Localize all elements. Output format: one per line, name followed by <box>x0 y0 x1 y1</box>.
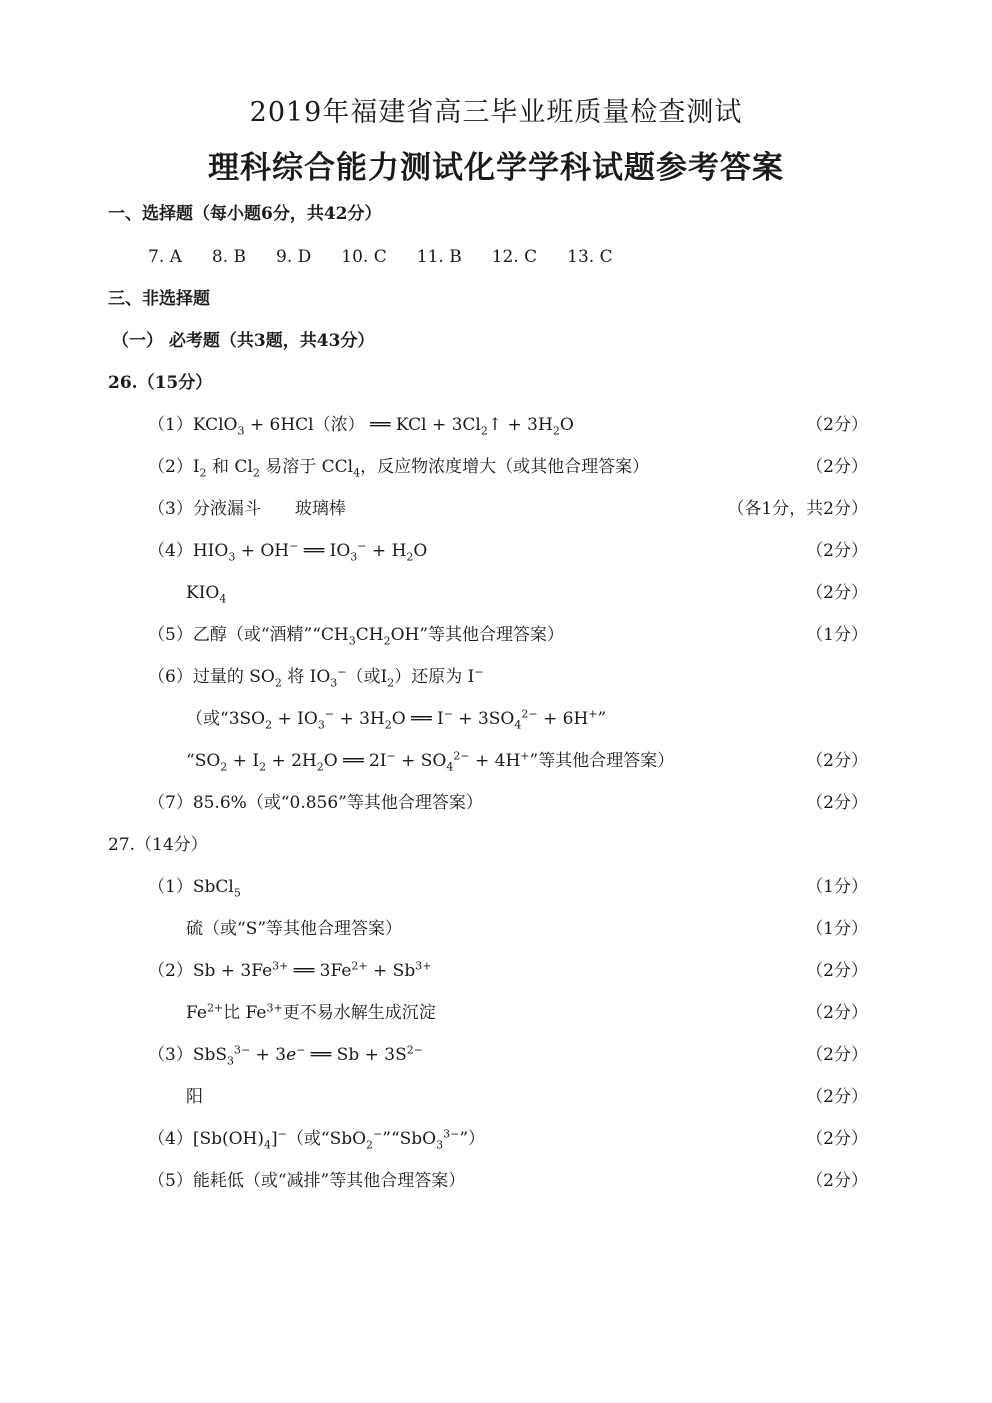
q26-score-4: （2分） <box>806 541 868 561</box>
q27-answer-2b: $Fe^{2+}$比 $Fe^{3+}$更不易水解生成沉淀 <box>186 1001 436 1023</box>
q26-answer-6b: （或“$3SO_2 + IO_3^- + 3H_2O$ ══ $I^- + 3SO_4^{2-} + 6H^+$” <box>186 707 607 732</box>
q26-score-3: （各1分，共2分） <box>727 499 868 519</box>
q27-score-5: （2分） <box>806 1171 868 1191</box>
q27-answer-4: $(4)[Sb(OH)_4]^-$（或“SbO$_2$−”“SbO$_3^{3-}$”） <box>148 1127 486 1152</box>
q26-answer-1: （1）KClO$_3$ + 6HCl（浓） ══ KCl + $3Cl_2↑ + 3H_2O$ <box>148 415 574 438</box>
q27-score-1: （1分） <box>806 877 868 897</box>
mc-answer: 11. B <box>416 247 462 267</box>
q27-answer-3b: 阳 <box>186 1087 203 1107</box>
q26-score-7: （2分） <box>806 793 868 813</box>
section1-heading: 一、选择题（每小题6分，共42分） <box>108 204 382 224</box>
mc-answer: 7. A <box>148 247 182 267</box>
q27-answer-1b: 硫（或“S”等其他合理答案） <box>186 919 403 939</box>
q26-answer-2: $(2)I_2$ 和 $Cl_2$ 易溶于 CCl$_4$，反应物浓度增大（或其他合理答案） <box>148 457 650 480</box>
answer-key-title: 理科综合能力测试化学学科试题参考答案 <box>208 150 784 186</box>
mc-answer: 13. C <box>567 247 613 267</box>
q27-score-3: （2分） <box>806 1045 868 1065</box>
section3-heading: 三、非选择题 <box>108 289 210 309</box>
q26-answer-4: $(4)HIO_3 + OH^-$ ══ $IO_3^- + H_2O$ <box>148 539 428 564</box>
mc-answer: 12. C <box>491 247 538 267</box>
q27-answer-2: $(2)Sb + 3Fe^{3+}$ ══ $3Fe^{2+} + Sb^{3+}$ <box>148 959 432 981</box>
q26-answer-6: （6）过量的 $SO_2$ 将 $IO_3^-$（或$I_2$）还原为 I− <box>148 665 484 690</box>
mc-answer: 10. C <box>341 247 387 267</box>
q27-answer-3: （3）SbS$_3^{3-}$ + 3e− ══ $Sb + 3S^{2-}$ <box>148 1043 423 1068</box>
q27-score-4: （2分） <box>806 1129 868 1149</box>
q26-score-1: （2分） <box>806 415 868 435</box>
q26-answer-6c: “$SO_2 + I_2 + 2H_2O$ ══ $2I^- + SO_4^{2-} + 4H^+$”等其他合理答案） <box>186 749 675 774</box>
q27-score-2: （2分） <box>806 961 868 981</box>
q26-score-6: （2分） <box>806 751 868 771</box>
q26-answer-5: （5）乙醇（或“酒精$”“CH_3CH_2OH$”等其他合理答案） <box>148 625 565 648</box>
exam-title: 2019年福建省高三毕业班质量检查测试 <box>249 97 743 128</box>
q26-answer-4b: $KIO_4$ <box>186 583 227 606</box>
q27-score-2b: （2分） <box>806 1003 868 1023</box>
q27-score-1b: （1分） <box>806 919 868 939</box>
q27-answer-5: （5）能耗低（或“减排”等其他合理答案） <box>148 1171 466 1191</box>
q26-heading: 26.（15分） <box>108 373 213 393</box>
q27-answer-1: （1）SbCl$_5$ <box>148 877 241 900</box>
q27-heading: 27.（14分） <box>108 835 208 855</box>
q27-score-3b: （2分） <box>806 1087 868 1107</box>
mc-answer: 9. D <box>276 247 312 267</box>
mc-answers <box>148 246 643 268</box>
q26-score-4b: （2分） <box>806 583 868 603</box>
mc-answer: 8. B <box>211 247 247 267</box>
q26-score-5: （1分） <box>806 625 868 645</box>
q26-answer-3: （3）分液漏斗 玻璃棒 <box>148 499 346 519</box>
q26-score-2: （2分） <box>806 457 868 477</box>
section3-subheading: （一） 必考题（共3题，共43分） <box>112 331 375 351</box>
q26-answer-7: （7）85.6%（或“0.856”等其他合理答案） <box>148 793 483 813</box>
